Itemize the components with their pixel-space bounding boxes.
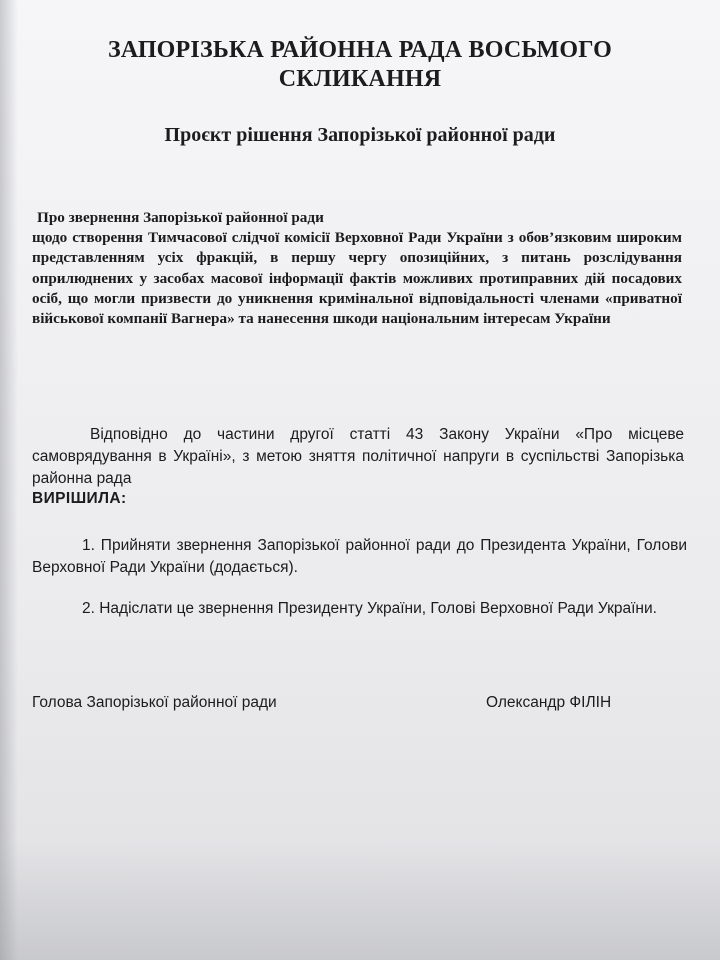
subject-body: щодо створення Тимчасової слідчої комісії Верховної Ради України з обов’язковим широким представленням усіх фракцій, в першу чергу опозиційних, з питань розслідування оприлюднених у засобах масової інформації фактів можливих протиправних дій посадових осіб, що могли призвести до уникнення кримінальної відповідальності членами «приватної військової компанії Вагнера» та нанесення шкоди національним інтересам України xyxy=(32,229,682,328)
signature-name: Олександр ФІЛІН xyxy=(486,694,612,711)
signature-position: Голова Запорізької районної ради xyxy=(32,694,277,711)
title-line-1: ЗАПОРІЗЬКА РАЙОННА РАДА ВОСЬМОГО xyxy=(108,37,612,63)
document-subtitle: Проєкт рішення Запорізької районної ради xyxy=(164,124,556,146)
paper-shadow-bottom xyxy=(0,840,720,960)
decided-label: ВИРІШИЛА: xyxy=(32,490,127,507)
preamble-paragraph: Відповідно до частини другої статті 43 Закону України «Про місцеве самоврядування в Україні», з метою зняття політичної напруги в суспільстві Запорізька районна рада xyxy=(32,426,684,487)
document-title xyxy=(60,36,660,94)
decision-subject xyxy=(32,208,682,329)
paper-shadow-left xyxy=(0,0,18,960)
decision-item-2: 2. Надіслати це звернення Президенту України, Голові Верховної Ради України. xyxy=(82,600,657,617)
title-line-2: СКЛИКАННЯ xyxy=(278,66,442,92)
decision-item-1: 1. Прийняти звернення Запорізької районної ради до Президента України, Голови Верховної Ради України (додається). xyxy=(32,537,687,576)
subject-first-line: Про звернення Запорізької районної ради xyxy=(37,209,324,226)
